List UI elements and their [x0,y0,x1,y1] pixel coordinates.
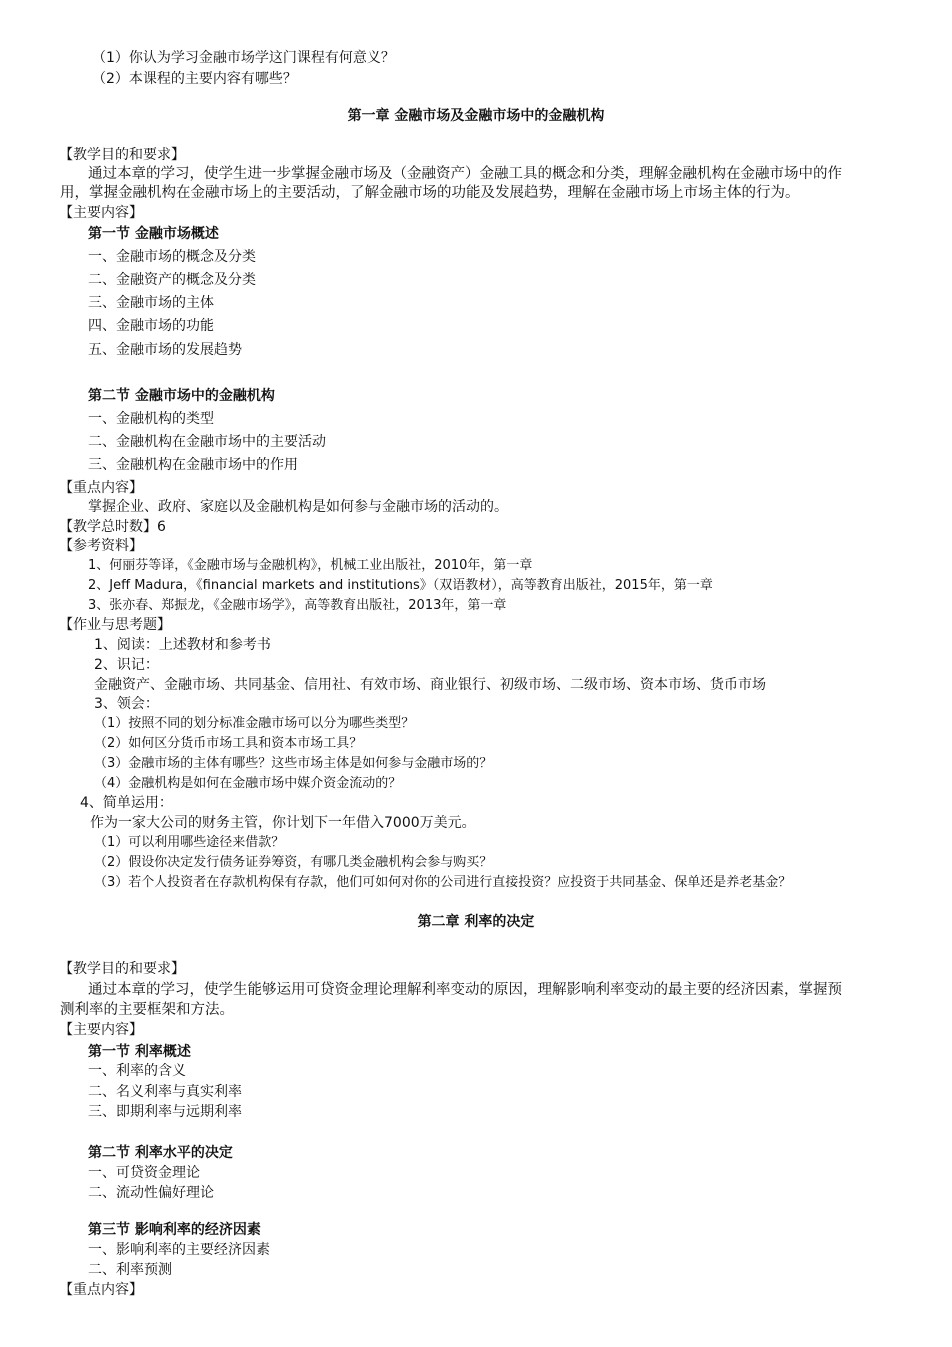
ch2-goals-text-line-2: 测利率的主要框架和方法。 [60,1002,234,1018]
ch2-goals-text-line-1: 通过本章的学习，使学生能够运用可贷资金理论理解利率变动的原因，理解影响利率变动的最主要的经济因素，掌握预 [88,982,842,998]
ch1-s1-item: 四、金融市场的功能 [88,318,214,334]
ch2-content-heading: 【主要内容】 [59,1022,143,1038]
ch1-reference: 3、张亦春、郑振龙，《金融市场学》，高等教育出版社，2013年，第一章 [88,598,507,613]
chapter-2-title: 第二章 利率的决定 [417,914,535,930]
ch2-s1-item: 二、名义利率与真实利率 [88,1084,242,1100]
ch1-key-heading: 【重点内容】 [59,480,143,496]
ch2-key-heading: 【重点内容】 [59,1282,143,1298]
ch2-s3-item: 二、利率预测 [88,1262,172,1278]
hw-application-text: 作为一家大公司的财务主管，你计划下一年借入7000万美元。 [90,815,476,831]
hw-comp-item: （1）按照不同的划分标准金融市场可以分为哪些类型？ [94,716,415,731]
hw-comp-item: （3）金融市场的主体有哪些？这些市场主体是如何参与金融市场的？ [94,756,493,771]
ch1-s1-item: 五、金融市场的发展趋势 [88,342,242,358]
hw-application: 4、简单运用： [80,795,173,811]
ch1-s2-item: 三、金融机构在金融市场中的作用 [88,457,298,473]
ch1-ref-heading: 【参考资料】 [59,538,143,554]
ch1-key-text: 掌握企业、政府、家庭以及金融机构是如何参与金融市场的活动的。 [88,499,508,515]
ch1-s2-item: 一、金融机构的类型 [88,411,214,427]
intro-question-1: （1）你认为学习金融市场学这门课程有何意义？ [92,50,395,66]
ch1-s1-item: 一、金融市场的概念及分类 [88,249,256,265]
ch2-s1-item: 一、利率的含义 [88,1063,186,1079]
hw-apply-item: （1）可以利用哪些途径来借款？ [94,835,285,850]
ch1-reference: 2、Jeff Madura，《financial markets and institutions》（双语教材），高等教育出版社，2015年，第一章 [88,578,713,593]
ch1-section-2-title: 第二节 金融市场中的金融机构 [88,388,275,404]
ch2-s1-item: 三、即期利率与远期利率 [88,1104,242,1120]
chapter-1-title: 第一章 金融市场及金融市场中的金融机构 [347,108,605,124]
ch1-section-1-title: 第一节 金融市场概述 [88,226,219,242]
hw-comp-item: （4）金融机构是如何在金融市场中媒介资金流动的？ [94,776,402,791]
ch1-content-heading: 【主要内容】 [59,205,143,221]
ch1-goals-text-line-2: 用，掌握金融机构在金融市场上的主要活动，了解金融市场的功能及发展趋势，理解在金融市场上市场主体的行为。 [60,185,800,201]
ch2-section-2-title: 第二节 利率水平的决定 [88,1145,233,1161]
ch1-s2-item: 二、金融机构在金融市场中的主要活动 [88,434,326,450]
hw-apply-item: （2）假设你决定发行债务证券筹资，有哪几类金融机构会参与购买？ [94,855,493,870]
intro-question-2: （2）本课程的主要内容有哪些？ [92,71,297,87]
ch2-section-1-title: 第一节 利率概述 [88,1044,191,1060]
hw-comp-item: （2）如何区分货币市场工具和资本市场工具？ [94,736,363,751]
ch1-goals-heading: 【教学目的和要求】 [59,147,185,163]
ch1-reference: 1、何丽芬等译，《金融市场与金融机构》，机械工业出版社，2010年，第一章 [88,558,533,573]
ch1-homework-heading: 【作业与思考题】 [59,617,171,633]
hw-reading: 1、阅读：上述教材和参考书 [94,637,271,653]
ch1-total-hours: 【教学总时数】6 [59,519,166,535]
ch2-s2-item: 一、可贷资金理论 [88,1165,200,1181]
hw-comprehension: 3、领会： [94,696,159,712]
ch1-s1-item: 二、金融资产的概念及分类 [88,272,256,288]
hw-recognition: 2、识记： [94,657,159,673]
ch2-section-3-title: 第三节 影响利率的经济因素 [88,1222,261,1238]
ch2-s3-item: 一、影响利率的主要经济因素 [88,1242,270,1258]
hw-terms: 金融资产、金融市场、共同基金、信用社、有效市场、商业银行、初级市场、二级市场、资本市场、货币市场 [94,677,766,693]
ch1-goals-text-line-1: 通过本章的学习，使学生进一步掌握金融市场及（金融资产）金融工具的概念和分类，理解金融机构在金融市场中的作 [88,166,842,182]
hw-apply-item: （3）若个人投资者在存款机构保有存款，他们可如何对你的公司进行直接投资？应投资于共同基金、保单还是养老基金？ [94,875,792,890]
ch2-goals-heading: 【教学目的和要求】 [59,961,185,977]
ch1-s1-item: 三、金融市场的主体 [88,295,214,311]
ch2-s2-item: 二、流动性偏好理论 [88,1185,214,1201]
